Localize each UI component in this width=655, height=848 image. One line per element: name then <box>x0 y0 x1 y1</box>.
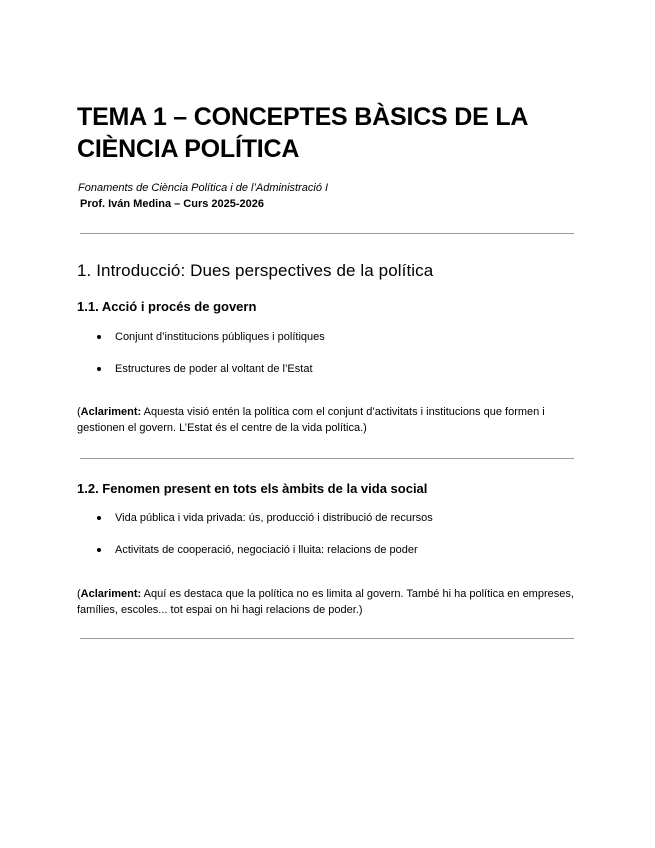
note-label: Aclariment: <box>80 588 142 600</box>
clarification-note-1-2 <box>77 586 582 618</box>
subsection-heading-1-1: 1.1. Acció i procés de govern <box>77 299 257 314</box>
note-open-paren: ( <box>77 406 81 418</box>
list-item-text: Vida pública i vida privada: ús, producció i distribució de recursos <box>115 512 433 524</box>
bullet-dot-icon <box>97 367 101 371</box>
subsection-heading-1-2: 1.2. Fenomen present en tots els àmbits de la vida social <box>77 481 428 496</box>
note-open-paren: ( <box>77 588 81 600</box>
divider-middle <box>80 458 574 459</box>
note-label: Aclariment: <box>80 406 142 418</box>
list-item-text: Activitats de cooperació, negociació i lluita: relacions de poder <box>115 544 418 556</box>
bullet-dot-icon <box>97 335 101 339</box>
bullet-list-1-1 <box>97 330 325 376</box>
divider-top <box>80 233 574 234</box>
document-title: TEMA 1 – CONCEPTES BÀSICS DE LA CIÈNCIA POLÍTICA <box>77 103 528 163</box>
divider-bottom <box>80 638 574 639</box>
bullet-dot-icon <box>97 548 101 552</box>
course-subtitle: Fonaments de Ciència Política i de l’Administració I <box>78 182 329 194</box>
list-item <box>97 511 433 525</box>
list-item <box>97 543 433 557</box>
list-item-text: Conjunt d’institucions públiques i polítiques <box>115 331 325 343</box>
list-item <box>97 362 325 376</box>
section-heading: 1. Introducció: Dues perspectives de la política <box>77 261 434 280</box>
note-text: Aquesta visió entén la política com el conjunt d’activitats i institucions que formen i gestionen el govern. L’Estat és el centre de la vida política.) <box>77 406 545 434</box>
bullet-list-1-2 <box>97 511 433 557</box>
bullet-dot-icon <box>97 516 101 520</box>
list-item-text: Estructures de poder al voltant de l’Estat <box>115 363 313 375</box>
note-text: Aquí es destaca que la política no es limita al govern. També hi ha política en empreses, famílies, escoles... tot espai on hi hagi relacions de poder.) <box>77 588 574 616</box>
author-line: Prof. Iván Medina – Curs 2025-2026 <box>80 198 265 210</box>
clarification-note-1-1 <box>77 404 582 436</box>
list-item <box>97 330 325 344</box>
